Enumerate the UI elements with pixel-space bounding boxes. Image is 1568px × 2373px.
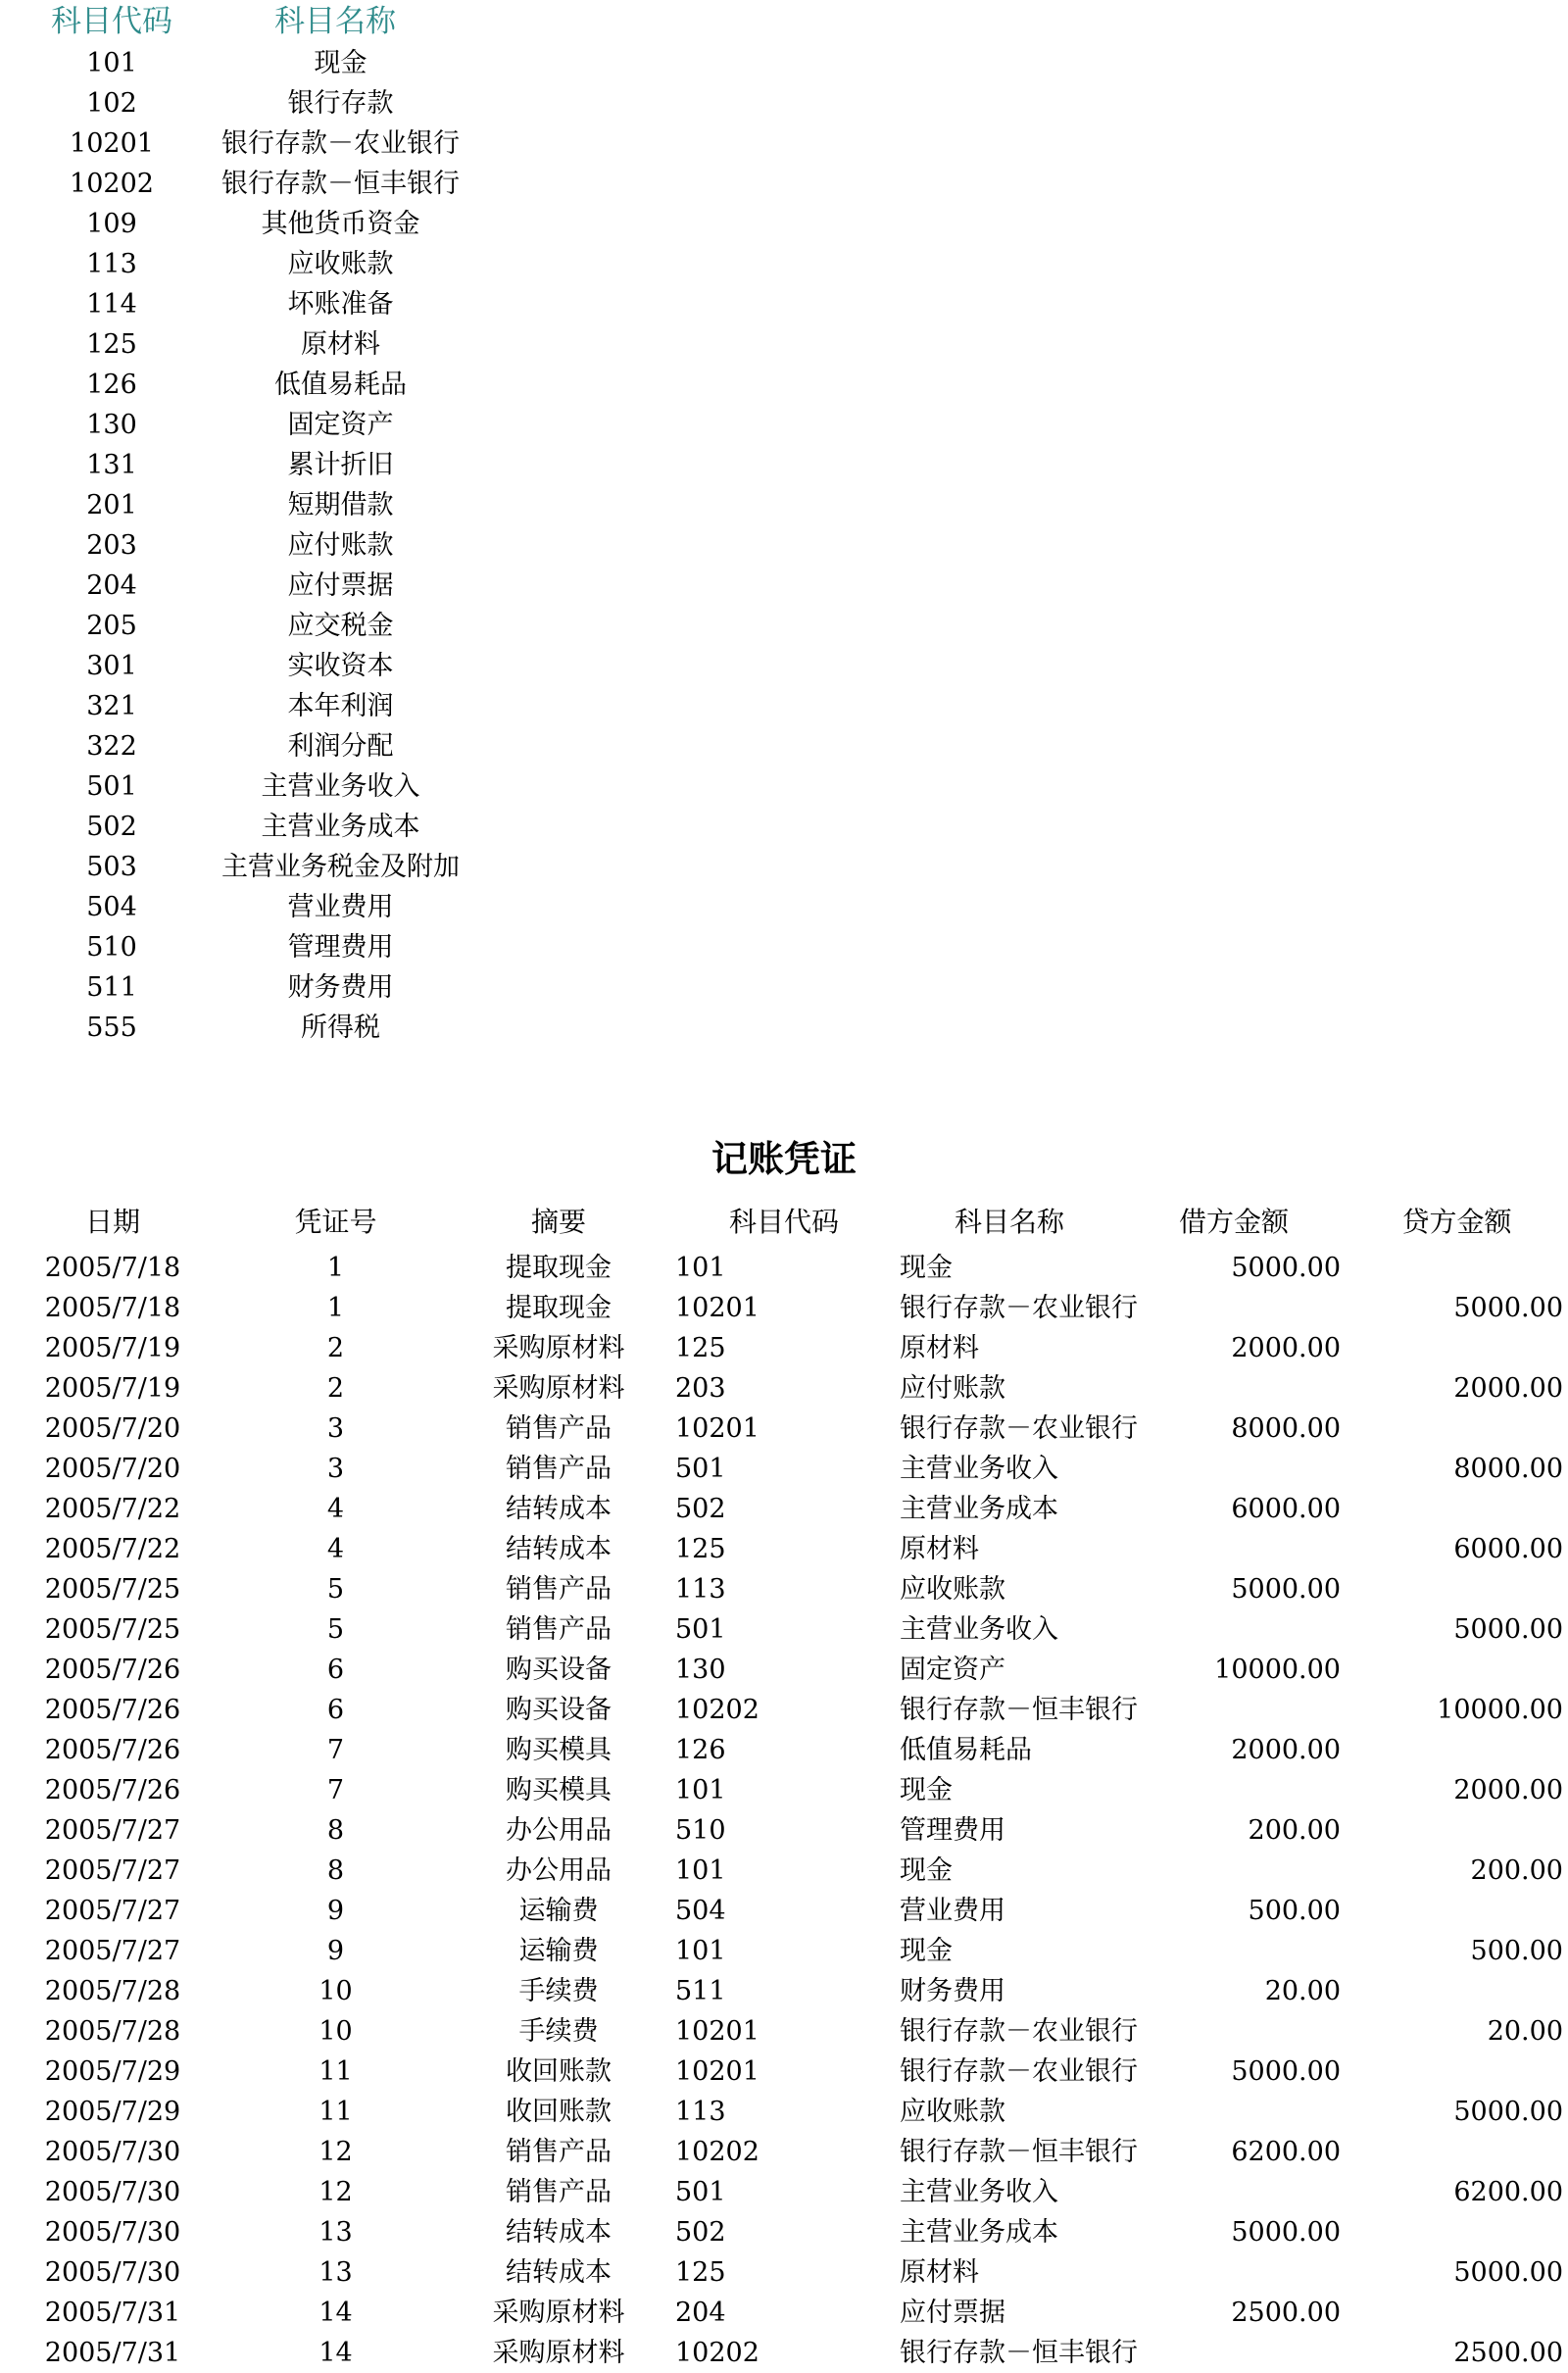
voucher-summary: 购买设备 — [506, 1655, 612, 1685]
voucher-account-name: 应付账款 — [900, 1373, 1005, 1404]
account-name: 利润分配 — [287, 731, 394, 762]
voucher-no: 4 — [326, 1534, 345, 1564]
voucher-date: 2005/7/30 — [44, 2257, 181, 2288]
voucher-debit — [1122, 1529, 1341, 1569]
voucher-account-name: 银行存款－农业银行 — [900, 1293, 1138, 1323]
header-credit: 贷方金额 — [1401, 1206, 1512, 1238]
voucher-date: 2005/7/26 — [44, 1655, 181, 1685]
voucher-account-code: 10202 — [675, 2338, 760, 2368]
account-code: 502 — [86, 812, 137, 842]
voucher-no: 1 — [326, 1293, 345, 1323]
voucher-credit — [1346, 2052, 1563, 2092]
account-name: 银行存款－恒丰银行 — [221, 169, 460, 199]
voucher-account-code: 101 — [675, 1775, 726, 1805]
account-code: 322 — [86, 731, 137, 762]
voucher-credit: 5000.00 — [1453, 1614, 1563, 1645]
voucher-no: 5 — [326, 1574, 345, 1605]
voucher-summary: 办公用品 — [506, 1815, 612, 1846]
voucher-no: 12 — [318, 2137, 353, 2167]
voucher-account-code: 510 — [675, 1815, 726, 1846]
voucher-no: 2 — [326, 1373, 345, 1404]
voucher-date: 2005/7/26 — [44, 1775, 181, 1805]
voucher-credit — [1346, 1248, 1563, 1288]
voucher-summary: 手续费 — [518, 2016, 599, 2047]
voucher-debit — [1122, 2252, 1341, 2293]
voucher-credit: 2000.00 — [1453, 1373, 1563, 1404]
voucher-account-code: 125 — [675, 2257, 726, 2288]
account-name: 累计折旧 — [287, 450, 394, 480]
voucher-debit — [1122, 1851, 1341, 1891]
voucher-date: 2005/7/28 — [44, 2016, 181, 2047]
account-name: 其他货币资金 — [261, 209, 420, 239]
voucher-summary: 收回账款 — [506, 2056, 612, 2087]
voucher-account-code: 101 — [675, 1855, 726, 1886]
voucher-debit — [1122, 1690, 1341, 1730]
voucher-summary: 购买模具 — [506, 1735, 612, 1765]
voucher-debit: 2500.00 — [1231, 2298, 1341, 2328]
account-name: 应交税金 — [287, 611, 394, 641]
voucher-summary: 销售产品 — [506, 1454, 612, 1484]
voucher-date: 2005/7/18 — [44, 1253, 181, 1283]
voucher-debit: 8000.00 — [1231, 1413, 1341, 1444]
voucher-account-name: 营业费用 — [900, 1896, 1005, 1926]
voucher-credit: 10000.00 — [1437, 1695, 1563, 1725]
voucher-date: 2005/7/30 — [44, 2217, 181, 2248]
account-name: 短期借款 — [287, 490, 394, 520]
voucher-no: 14 — [318, 2298, 353, 2328]
header-voucher-no: 凭证号 — [294, 1206, 377, 1238]
voucher-debit — [1122, 2333, 1341, 2373]
voucher-account-name: 原材料 — [900, 1333, 979, 1363]
voucher-credit — [1346, 1810, 1563, 1851]
voucher-debit: 6200.00 — [1231, 2137, 1341, 2167]
voucher-account-code: 501 — [675, 1614, 726, 1645]
voucher-no: 10 — [318, 2016, 353, 2047]
voucher-debit: 6000.00 — [1231, 1494, 1341, 1524]
voucher-no: 9 — [326, 1896, 345, 1926]
voucher-date: 2005/7/31 — [44, 2338, 181, 2368]
voucher-account-name: 低值易耗品 — [900, 1735, 1032, 1765]
voucher-account-name: 应收账款 — [900, 2097, 1005, 2127]
account-name: 应付账款 — [287, 530, 394, 561]
voucher-summary: 手续费 — [518, 1976, 599, 2006]
voucher-account-name: 主营业务收入 — [900, 1614, 1058, 1645]
voucher-debit — [1122, 2172, 1341, 2212]
voucher-debit — [1122, 1770, 1341, 1810]
voucher-summary: 购买设备 — [506, 1695, 612, 1725]
account-name: 主营业务成本 — [261, 812, 420, 842]
account-code: 131 — [86, 450, 137, 480]
voucher-summary: 结转成本 — [506, 2217, 612, 2248]
voucher-account-code: 501 — [675, 1454, 726, 1484]
voucher-no: 8 — [326, 1855, 345, 1886]
voucher-no: 13 — [318, 2257, 353, 2288]
voucher-date: 2005/7/30 — [44, 2177, 181, 2207]
voucher-debit — [1122, 2011, 1341, 2052]
voucher-summary: 销售产品 — [506, 2177, 612, 2207]
account-code: 555 — [86, 1013, 137, 1043]
voucher-summary: 办公用品 — [506, 1855, 612, 1886]
account-code: 114 — [86, 289, 137, 320]
account-code: 201 — [86, 490, 137, 520]
voucher-no: 11 — [318, 2097, 353, 2127]
account-name: 银行存款 — [287, 88, 394, 119]
voucher-account-code: 125 — [675, 1534, 726, 1564]
voucher-no: 6 — [326, 1695, 345, 1725]
voucher-date: 2005/7/25 — [44, 1614, 181, 1645]
voucher-no: 8 — [326, 1815, 345, 1846]
voucher-summary: 销售产品 — [506, 1574, 612, 1605]
voucher-debit — [1122, 1931, 1341, 1971]
account-name: 主营业务税金及附加 — [221, 852, 460, 882]
account-code: 321 — [86, 691, 137, 721]
voucher-summary: 提取现金 — [506, 1253, 612, 1283]
voucher-account-code: 10202 — [675, 2137, 760, 2167]
voucher-account-name: 现金 — [900, 1855, 953, 1886]
voucher-account-code: 10201 — [675, 1413, 760, 1444]
voucher-title: 记账凭证 — [711, 1138, 857, 1180]
voucher-debit: 2000.00 — [1231, 1735, 1341, 1765]
voucher-no: 4 — [326, 1494, 345, 1524]
voucher-account-name: 管理费用 — [900, 1815, 1005, 1846]
voucher-summary: 采购原材料 — [492, 1333, 625, 1363]
voucher-account-name: 现金 — [900, 1775, 953, 1805]
voucher-no: 5 — [326, 1614, 345, 1645]
voucher-date: 2005/7/27 — [44, 1815, 181, 1846]
voucher-summary: 结转成本 — [506, 2257, 612, 2288]
voucher-credit: 6200.00 — [1453, 2177, 1563, 2207]
voucher-date: 2005/7/28 — [44, 1976, 181, 2006]
voucher-debit: 5000.00 — [1231, 2056, 1341, 2087]
voucher-date: 2005/7/30 — [44, 2137, 181, 2167]
voucher-no: 11 — [318, 2056, 353, 2087]
header-debit: 借方金额 — [1178, 1206, 1289, 1238]
account-code: 101 — [86, 48, 137, 78]
voucher-summary: 结转成本 — [506, 1494, 612, 1524]
voucher-credit — [1346, 1409, 1563, 1449]
voucher-credit: 5000.00 — [1453, 1293, 1563, 1323]
voucher-date: 2005/7/29 — [44, 2097, 181, 2127]
voucher-account-name: 主营业务收入 — [900, 1454, 1058, 1484]
voucher-summary: 运输费 — [518, 1936, 599, 1966]
voucher-account-name: 现金 — [900, 1936, 953, 1966]
voucher-debit: 200.00 — [1248, 1815, 1341, 1846]
voucher-summary: 购买模具 — [506, 1775, 612, 1805]
voucher-date: 2005/7/27 — [44, 1936, 181, 1966]
voucher-summary: 采购原材料 — [492, 1373, 625, 1404]
voucher-debit — [1122, 1449, 1341, 1489]
voucher-date: 2005/7/27 — [44, 1855, 181, 1886]
voucher-account-name: 原材料 — [900, 2257, 979, 2288]
voucher-no: 2 — [326, 1333, 345, 1363]
voucher-date: 2005/7/20 — [44, 1454, 181, 1484]
voucher-summary: 采购原材料 — [492, 2298, 625, 2328]
voucher-summary: 销售产品 — [506, 2137, 612, 2167]
voucher-date: 2005/7/31 — [44, 2298, 181, 2328]
voucher-account-code: 10201 — [675, 1293, 760, 1323]
voucher-credit: 5000.00 — [1453, 2097, 1563, 2127]
voucher-date: 2005/7/19 — [44, 1333, 181, 1363]
voucher-no: 7 — [326, 1775, 345, 1805]
voucher-credit — [1346, 2212, 1563, 2252]
account-code: 503 — [86, 852, 137, 882]
voucher-date: 2005/7/22 — [44, 1494, 181, 1524]
account-name: 应收账款 — [287, 249, 394, 279]
voucher-account-name: 固定资产 — [900, 1655, 1005, 1685]
voucher-no: 12 — [318, 2177, 353, 2207]
account-code: 510 — [86, 932, 137, 963]
voucher-credit: 5000.00 — [1453, 2257, 1563, 2288]
voucher-account-name: 银行存款－恒丰银行 — [900, 2338, 1138, 2368]
voucher-account-name: 银行存款－农业银行 — [900, 2056, 1138, 2087]
voucher-account-name: 财务费用 — [900, 1976, 1005, 2006]
account-name: 所得税 — [301, 1013, 380, 1043]
voucher-credit — [1346, 1569, 1563, 1609]
voucher-date: 2005/7/26 — [44, 1695, 181, 1725]
voucher-account-code: 204 — [675, 2298, 726, 2328]
voucher-date: 2005/7/19 — [44, 1373, 181, 1404]
account-code: 504 — [86, 892, 137, 922]
voucher-debit — [1122, 2092, 1341, 2132]
voucher-credit: 2500.00 — [1453, 2338, 1563, 2368]
account-code-header: 科目代码 — [51, 4, 172, 39]
voucher-credit: 20.00 — [1487, 2016, 1563, 2047]
account-code: 10202 — [70, 169, 154, 199]
account-name: 原材料 — [301, 329, 380, 360]
voucher-debit: 10000.00 — [1214, 1655, 1341, 1685]
account-name: 营业费用 — [287, 892, 394, 922]
voucher-credit: 8000.00 — [1453, 1454, 1563, 1484]
voucher-summary: 结转成本 — [506, 1534, 612, 1564]
voucher-debit: 500.00 — [1248, 1896, 1341, 1926]
account-name: 主营业务收入 — [261, 771, 420, 802]
account-code: 203 — [86, 530, 137, 561]
header-account-name: 科目名称 — [954, 1206, 1064, 1238]
account-code: 205 — [86, 611, 137, 641]
voucher-summary: 采购原材料 — [492, 2338, 625, 2368]
voucher-summary: 运输费 — [518, 1896, 599, 1926]
voucher-account-name: 银行存款－农业银行 — [900, 1413, 1138, 1444]
voucher-credit — [1346, 2132, 1563, 2172]
voucher-account-name: 原材料 — [900, 1534, 979, 1564]
account-name: 银行存款－农业银行 — [221, 128, 460, 159]
voucher-no: 10 — [318, 1976, 353, 2006]
voucher-account-code: 10202 — [675, 1695, 760, 1725]
account-code: 10201 — [70, 128, 154, 159]
account-name: 本年利润 — [287, 691, 394, 721]
voucher-summary: 收回账款 — [506, 2097, 612, 2127]
voucher-account-name: 应付票据 — [900, 2298, 1005, 2328]
voucher-debit: 5000.00 — [1231, 1574, 1341, 1605]
account-name: 应付票据 — [287, 570, 394, 601]
voucher-credit — [1346, 1328, 1563, 1368]
voucher-account-code: 101 — [675, 1936, 726, 1966]
account-code: 501 — [86, 771, 137, 802]
voucher-account-name: 主营业务收入 — [900, 2177, 1058, 2207]
voucher-account-code: 501 — [675, 2177, 726, 2207]
voucher-credit — [1346, 1971, 1563, 2011]
voucher-account-code: 101 — [675, 1253, 726, 1283]
voucher-no: 13 — [318, 2217, 353, 2248]
header-summary: 摘要 — [530, 1206, 586, 1238]
voucher-account-code: 10201 — [675, 2016, 760, 2047]
voucher-account-code: 113 — [675, 1574, 726, 1605]
voucher-no: 3 — [326, 1454, 345, 1484]
account-code: 109 — [86, 209, 137, 239]
account-code: 102 — [86, 88, 137, 119]
voucher-date: 2005/7/18 — [44, 1293, 181, 1323]
account-name: 实收资本 — [287, 651, 394, 681]
voucher-account-code: 126 — [675, 1735, 726, 1765]
voucher-account-code: 203 — [675, 1373, 726, 1404]
voucher-account-name: 银行存款－农业银行 — [900, 2016, 1138, 2047]
voucher-account-code: 504 — [675, 1896, 726, 1926]
voucher-account-name: 主营业务成本 — [900, 1494, 1058, 1524]
voucher-account-code: 511 — [675, 1976, 726, 2006]
account-code: 125 — [86, 329, 137, 360]
header-date: 日期 — [84, 1206, 140, 1238]
voucher-credit — [1346, 1891, 1563, 1931]
voucher-debit — [1122, 1288, 1341, 1328]
voucher-no: 14 — [318, 2338, 353, 2368]
voucher-debit: 5000.00 — [1231, 2217, 1341, 2248]
account-name: 财务费用 — [287, 972, 394, 1003]
voucher-summary: 销售产品 — [506, 1614, 612, 1645]
voucher-account-code: 130 — [675, 1655, 726, 1685]
voucher-date: 2005/7/25 — [44, 1574, 181, 1605]
account-name: 管理费用 — [287, 932, 394, 963]
voucher-debit — [1122, 1609, 1341, 1650]
voucher-date: 2005/7/22 — [44, 1534, 181, 1564]
voucher-account-name: 现金 — [900, 1253, 953, 1283]
account-code: 301 — [86, 651, 137, 681]
voucher-debit: 20.00 — [1264, 1976, 1341, 2006]
account-name: 低值易耗品 — [274, 370, 407, 400]
voucher-credit — [1346, 1650, 1563, 1690]
account-code: 126 — [86, 370, 137, 400]
account-code: 130 — [86, 410, 137, 440]
voucher-account-name: 应收账款 — [900, 1574, 1005, 1605]
account-code: 113 — [86, 249, 137, 279]
account-name-header: 科目名称 — [274, 4, 396, 39]
voucher-debit: 5000.00 — [1231, 1253, 1341, 1283]
header-account-code: 科目代码 — [728, 1206, 839, 1238]
voucher-account-code: 113 — [675, 2097, 726, 2127]
voucher-credit: 6000.00 — [1453, 1534, 1563, 1564]
voucher-credit — [1346, 1730, 1563, 1770]
voucher-no: 7 — [326, 1735, 345, 1765]
voucher-account-name: 银行存款－恒丰银行 — [900, 2137, 1138, 2167]
account-code: 204 — [86, 570, 137, 601]
account-name: 现金 — [314, 48, 368, 78]
voucher-account-code: 502 — [675, 2217, 726, 2248]
voucher-debit: 2000.00 — [1231, 1333, 1341, 1363]
voucher-credit — [1346, 1489, 1563, 1529]
voucher-debit — [1122, 1368, 1341, 1409]
account-code: 511 — [86, 972, 137, 1003]
voucher-no: 9 — [326, 1936, 345, 1966]
voucher-account-name: 银行存款－恒丰银行 — [900, 1695, 1138, 1725]
voucher-date: 2005/7/26 — [44, 1735, 181, 1765]
voucher-account-code: 125 — [675, 1333, 726, 1363]
account-name: 坏账准备 — [287, 289, 394, 320]
voucher-date: 2005/7/29 — [44, 2056, 181, 2087]
voucher-credit — [1346, 2293, 1563, 2333]
voucher-summary: 销售产品 — [506, 1413, 612, 1444]
voucher-summary: 提取现金 — [506, 1293, 612, 1323]
voucher-account-code: 10201 — [675, 2056, 760, 2087]
voucher-account-code: 502 — [675, 1494, 726, 1524]
voucher-no: 1 — [326, 1253, 345, 1283]
voucher-credit: 2000.00 — [1453, 1775, 1563, 1805]
account-name: 固定资产 — [287, 410, 394, 440]
voucher-date: 2005/7/27 — [44, 1896, 181, 1926]
voucher-no: 3 — [326, 1413, 345, 1444]
voucher-account-name: 主营业务成本 — [900, 2217, 1058, 2248]
voucher-date: 2005/7/20 — [44, 1413, 181, 1444]
voucher-no: 6 — [326, 1655, 345, 1685]
voucher-credit: 500.00 — [1470, 1936, 1563, 1966]
voucher-credit: 200.00 — [1470, 1855, 1563, 1886]
